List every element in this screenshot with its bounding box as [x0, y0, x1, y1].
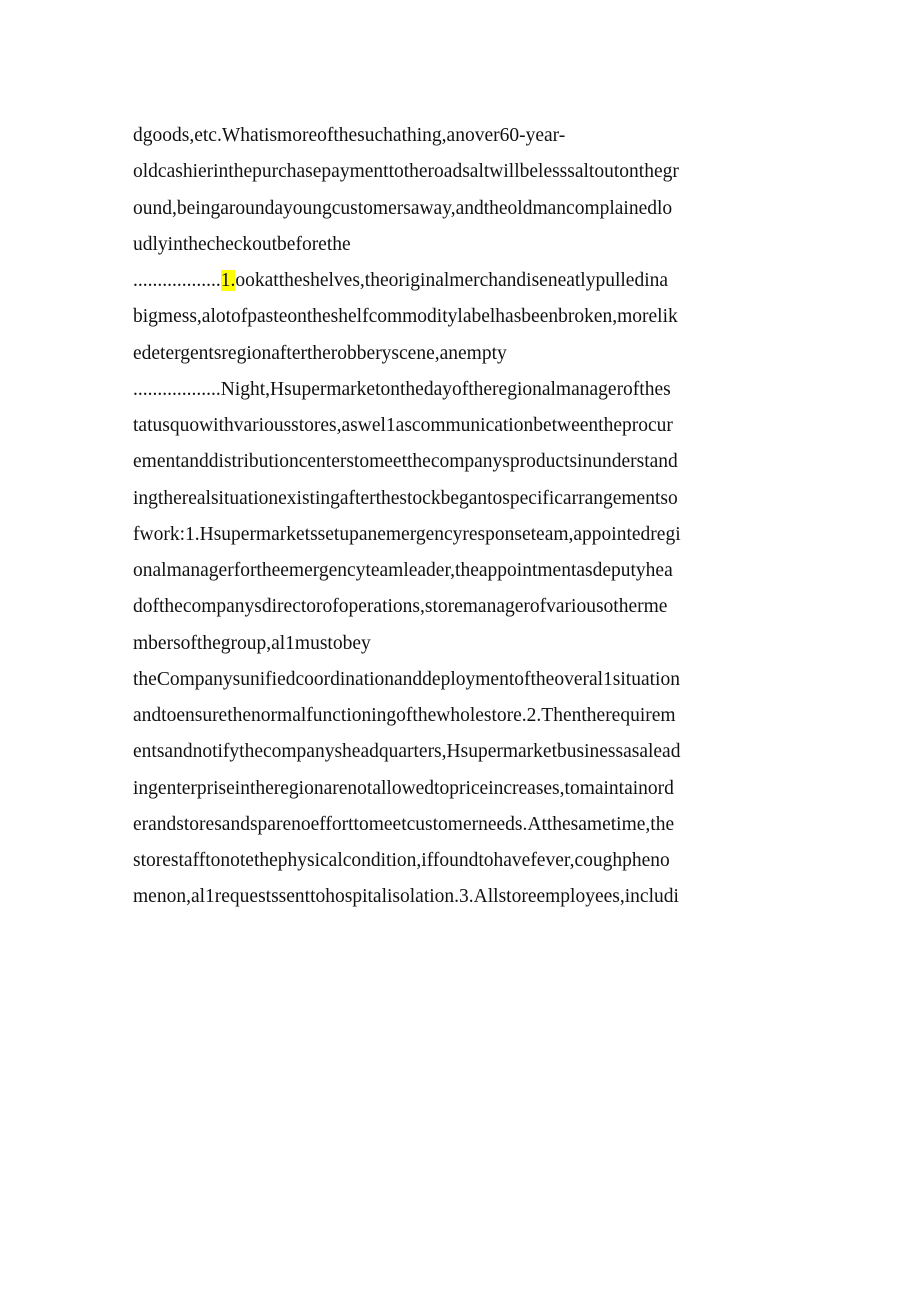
text-line: menon,al1requestssenttohospitalisolation.3.Allstoreemployees,includi — [133, 886, 679, 908]
text-line: fwork:1.Hsupermarketssetupanemergencyresponseteam,appointedregi — [133, 523, 681, 545]
highlighted-marker: 1. — [220, 270, 236, 291]
text-line: udlyinthecheckoutbeforethe — [133, 233, 351, 255]
text-line: ingtherealsituationexistingafterthestockbegantospecificarrangementso — [133, 487, 678, 509]
highlighted-text-line — [133, 263, 793, 299]
text-line: theCompanysunifiedcoordinationanddeploymentoftheoveral1situation — [133, 668, 680, 690]
text-line: andtoensurethenormalfunctioningofthewholestore.2.Thentherequirem — [133, 705, 676, 726]
text-line: entsandnotifythecompanysheadquarters,Hsupermarketbusinessasalead — [133, 741, 681, 763]
body-text — [133, 118, 793, 916]
text-line: dofthecompanysdirectorofoperations,storemanagerofvariousotherme — [133, 596, 668, 618]
text-line: bigmess,alotofpasteontheshelfcommoditylabelhasbeenbroken,morelik — [133, 306, 678, 328]
text-line: mbersofthegroup,al1mustobey — [133, 632, 371, 654]
text-line: ound,beingaroundayoungcustomersaway,andtheoldmancomplainedlo — [133, 197, 673, 219]
text-line: oldcashierinthepurchasepaymenttotheroadsaltwillbelesssaltoutonthegr — [133, 161, 679, 183]
text-line: edetergentsregionaftertherobberyscene,anempty — [133, 342, 507, 364]
text-line: ingenterpriseintheregionarenotallowedtopriceincreases,tomaintainord — [133, 777, 674, 799]
text-line: tatusquowithvariousstores,aswel1ascommunicationbetweentheprocur — [133, 415, 673, 436]
leader-dots: .................. — [133, 270, 221, 291]
text-line: ..................Night,Hsupermarketonthedayoftheregionalmanagerofthes — [133, 378, 671, 400]
text-line: storestafftonotethephysicalcondition,iffoundtohavefever,coughpheno — [133, 850, 670, 871]
text-line: ementanddistributioncenterstomeetthecompanysproductsinunderstand — [133, 451, 678, 473]
text-line: erandstoresandsparenoefforttomeetcustomerneeds.Atthesametime,the — [133, 813, 675, 835]
text-line: dgoods,etc.Whatismoreofthesuchathing,anover60-year- — [133, 125, 566, 146]
line-remainder: ookattheshelves,theoriginalmerchandiseneatlypulledina — [235, 270, 669, 291]
text-line: onalmanagerfortheemergencyteamleader,theappointmentasdeputyhea — [133, 560, 673, 581]
